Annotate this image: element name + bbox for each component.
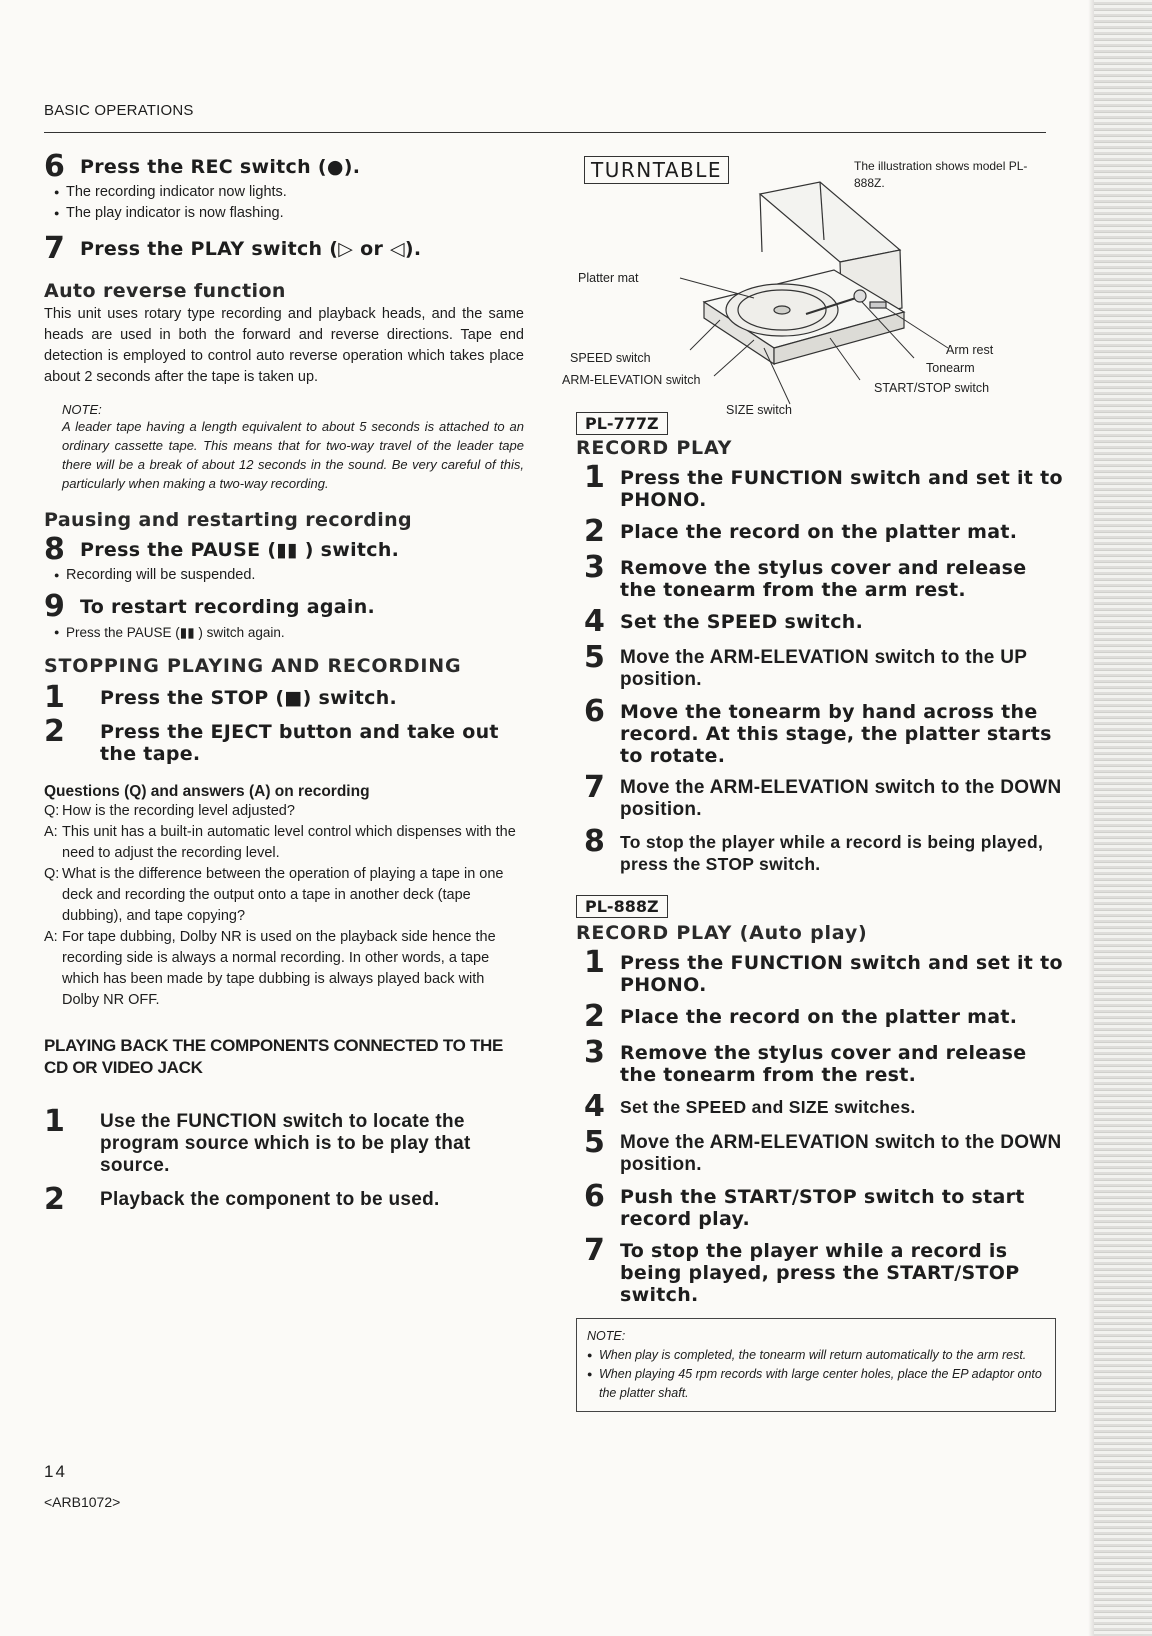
- step-text: Push the START/STOP switch to start record play.: [620, 1186, 1025, 1230]
- bullet-item: ● The recording indicator now lights.: [44, 182, 524, 203]
- playback-step-2: [44, 1182, 524, 1217]
- step-number: 7: [584, 1233, 605, 1268]
- step-number: 5: [584, 640, 605, 675]
- step-number: 1: [44, 680, 65, 715]
- step-text: Set the SPEED and SIZE switches.: [620, 1097, 916, 1117]
- model-label-pl888z: PL-888Z: [576, 895, 668, 918]
- rp1-step-1: [584, 460, 1064, 511]
- step-text: Press the FUNCTION switch and set it to PHONO.: [620, 952, 1063, 996]
- rp2-step-4: [584, 1089, 1064, 1124]
- step-number: 7: [44, 231, 65, 266]
- step-number: 3: [584, 550, 605, 585]
- step-number: 7: [584, 770, 605, 805]
- qa-key: Q:: [44, 866, 60, 882]
- rp2-step-6: [584, 1179, 1064, 1230]
- callout-platter-mat: Platter mat: [578, 271, 639, 285]
- step-text: Playback the component to be used.: [100, 1189, 440, 1210]
- step-text: Press the EJECT button and take out the tape.: [100, 721, 499, 765]
- rp1-step-6: [584, 694, 1064, 767]
- rp2-step-1: [584, 945, 1064, 996]
- stopping-title: STOPPING PLAYING AND RECORDING: [44, 655, 462, 677]
- step-text: Move the ARM-ELEVATION switch to the DOWN position.: [620, 777, 1062, 820]
- rp1-step-3: [584, 550, 1064, 601]
- qa-item: [44, 864, 524, 927]
- model-label-pl777z: PL-777Z: [576, 412, 668, 435]
- step-number: 8: [584, 824, 605, 859]
- step-number: 2: [584, 999, 605, 1034]
- turntable-figure: [562, 152, 1064, 422]
- document-code: <ARB1072>: [44, 1494, 121, 1510]
- step-text: Press the STOP (■) switch.: [100, 687, 398, 709]
- qa-item: [44, 822, 524, 864]
- rp2-step-2: [584, 999, 1064, 1034]
- step-text: Press the PLAY switch (▷ or ◁).: [80, 238, 422, 260]
- record-play-title: RECORD PLAY: [576, 437, 733, 459]
- bullet-item: ● Recording will be suspended.: [44, 565, 524, 586]
- qa-item: [44, 927, 524, 1011]
- qa-text: How is the recording level adjusted?: [62, 803, 295, 819]
- step-6-rec: [44, 149, 524, 184]
- right-column: [562, 152, 1064, 1412]
- note-label: NOTE:: [62, 402, 102, 417]
- step-text: To stop the player while a record is being played, press the STOP switch.: [620, 832, 1044, 874]
- page-number: 14: [44, 1462, 67, 1481]
- qa-text: This unit has a built-in automatic level control which dispenses with the need to adjust the recording level.: [62, 824, 516, 861]
- playback-title: PLAYING BACK THE COMPONENTS CONNECTED TO THE CD OR VIDEO JACK: [44, 1036, 504, 1077]
- step-text: Move the ARM-ELEVATION switch to the DOWN position.: [620, 1132, 1062, 1175]
- step-8-pause: [44, 532, 524, 567]
- step-number: 8: [44, 532, 65, 567]
- turntable-illustration: [562, 152, 1064, 422]
- playback-step-1: [44, 1104, 524, 1177]
- callout-start-stop: START/STOP switch: [874, 381, 990, 395]
- step-number: 4: [584, 1089, 605, 1124]
- bullet-item: ● The play indicator is now flashing.: [44, 203, 524, 224]
- step-text: Remove the stylus cover and release the tonearm from the rest.: [620, 1042, 1027, 1086]
- page-edge-shadow: [1094, 0, 1152, 1636]
- step-text: Move the ARM-ELEVATION switch to the UP position.: [620, 647, 1027, 690]
- header-rule: [44, 132, 1046, 133]
- arm-rest: [870, 302, 886, 308]
- callout-arm-rest: Arm rest: [946, 343, 994, 357]
- qa-key: Q:: [44, 803, 60, 819]
- note-box-label: NOTE:: [587, 1329, 626, 1343]
- rp1-step-2: [584, 514, 1064, 549]
- step-text: Use the FUNCTION switch to locate the program source which is to be play that source.: [100, 1111, 471, 1176]
- stop-step-2: [44, 714, 524, 765]
- note-item: ● When play is completed, the tonearm will return automatically to the arm rest.: [587, 1346, 1045, 1365]
- step-text: Set the SPEED switch.: [620, 611, 864, 633]
- platter-spindle: [774, 306, 790, 314]
- left-column: [44, 149, 524, 1217]
- step-number: 2: [44, 714, 65, 749]
- callout-size-switch: SIZE switch: [726, 403, 792, 417]
- step-number: 2: [584, 514, 605, 549]
- step-number: 3: [584, 1035, 605, 1070]
- rp2-step-5: [584, 1125, 1064, 1176]
- step-text: Place the record on the platter mat.: [620, 1006, 1018, 1028]
- rp1-step-7: [584, 770, 1064, 821]
- step-number: 1: [44, 1104, 65, 1139]
- stop-step-1: [44, 680, 524, 715]
- note-box: [576, 1318, 1056, 1412]
- bullet-item: ● Press the PAUSE (▮▮ ) switch again.: [44, 622, 524, 643]
- pausing-title: Pausing and restarting recording: [44, 509, 413, 531]
- auto-reverse-text: This unit uses rotary type recording and playback heads, and the same heads are used in both the forward and reverse directions. Tape end detection is employed to control auto reverse operation which takes place about 2 seconds after the tape is taken up.: [44, 306, 524, 385]
- tonearm-pivot: [854, 290, 866, 302]
- step-text: Move the tonearm by hand across the record. At this stage, the platter starts to rotate.: [620, 701, 1052, 767]
- step-text: Place the record on the platter mat.: [620, 521, 1018, 543]
- callout-speed-switch: SPEED switch: [570, 351, 651, 365]
- step-number: 2: [44, 1182, 65, 1217]
- rp1-step-8: [584, 824, 1064, 875]
- step-text: Press the FUNCTION switch and set it to PHONO.: [620, 467, 1063, 511]
- auto-reverse-title: Auto reverse function: [44, 280, 286, 302]
- qa-key: A:: [44, 824, 58, 840]
- callout-tonearm: Tonearm: [926, 361, 975, 375]
- step-text: Press the REC switch (●).: [80, 156, 361, 178]
- qa-title: Questions (Q) and answers (A) on recording: [44, 783, 370, 800]
- step-9-restart: [44, 589, 524, 624]
- qa-text: What is the difference between the operation of playing a tape in one deck and recording the output onto a tape in another deck (tape dubbing), and tape copying?: [62, 866, 504, 924]
- step-number: 9: [44, 589, 65, 624]
- dust-cover-top: [760, 182, 900, 262]
- rp1-step-4: [584, 604, 1064, 639]
- step-7-play: [44, 231, 524, 266]
- rp1-step-5: [584, 640, 1064, 691]
- record-play-auto-title: RECORD PLAY (Auto play): [576, 922, 868, 944]
- step-number: 1: [584, 460, 605, 495]
- callout-arm-elevation: ARM-ELEVATION switch: [562, 373, 701, 387]
- section-header: BASIC OPERATIONS: [44, 102, 194, 119]
- step-text: Remove the stylus cover and release the tonearm from the arm rest.: [620, 557, 1027, 601]
- qa-text: For tape dubbing, Dolby NR is used on the playback side hence the recording side is always a normal recording. In other words, a tape which has been made by tape dubbing is always played back with Dolby NR OFF.: [62, 929, 496, 1008]
- turntable-label: TURNTABLE: [584, 156, 729, 184]
- step-number: 6: [584, 1179, 605, 1214]
- note-item: ● When playing 45 rpm records with large center holes, place the EP adaptor onto the platter shaft.: [587, 1365, 1045, 1403]
- step-text: To restart recording again.: [80, 596, 376, 618]
- illustration-caption: The illustration shows model PL-888Z.: [854, 159, 1028, 190]
- step-number: 5: [584, 1125, 605, 1160]
- qa-item: [44, 801, 524, 822]
- qa-key: A:: [44, 929, 58, 945]
- step-number: 6: [44, 149, 65, 184]
- step-text: To stop the player while a record is being played, press the START/STOP switch.: [620, 1240, 1020, 1306]
- step-number: 4: [584, 604, 605, 639]
- rp2-step-7: [584, 1233, 1064, 1306]
- step-text: Press the PAUSE (▮▮ ) switch.: [80, 539, 400, 561]
- step-number: 6: [584, 694, 605, 729]
- rp2-step-3: [584, 1035, 1064, 1086]
- step-number: 1: [584, 945, 605, 980]
- note-text: A leader tape having a length equivalent to about 5 seconds is attached to an ordinary cassette tape. This means that for two-way travel of the leader tape there will be a break of about 12 seconds in the sound. Be very careful of this, particularly when making a two-way recording.: [62, 419, 524, 491]
